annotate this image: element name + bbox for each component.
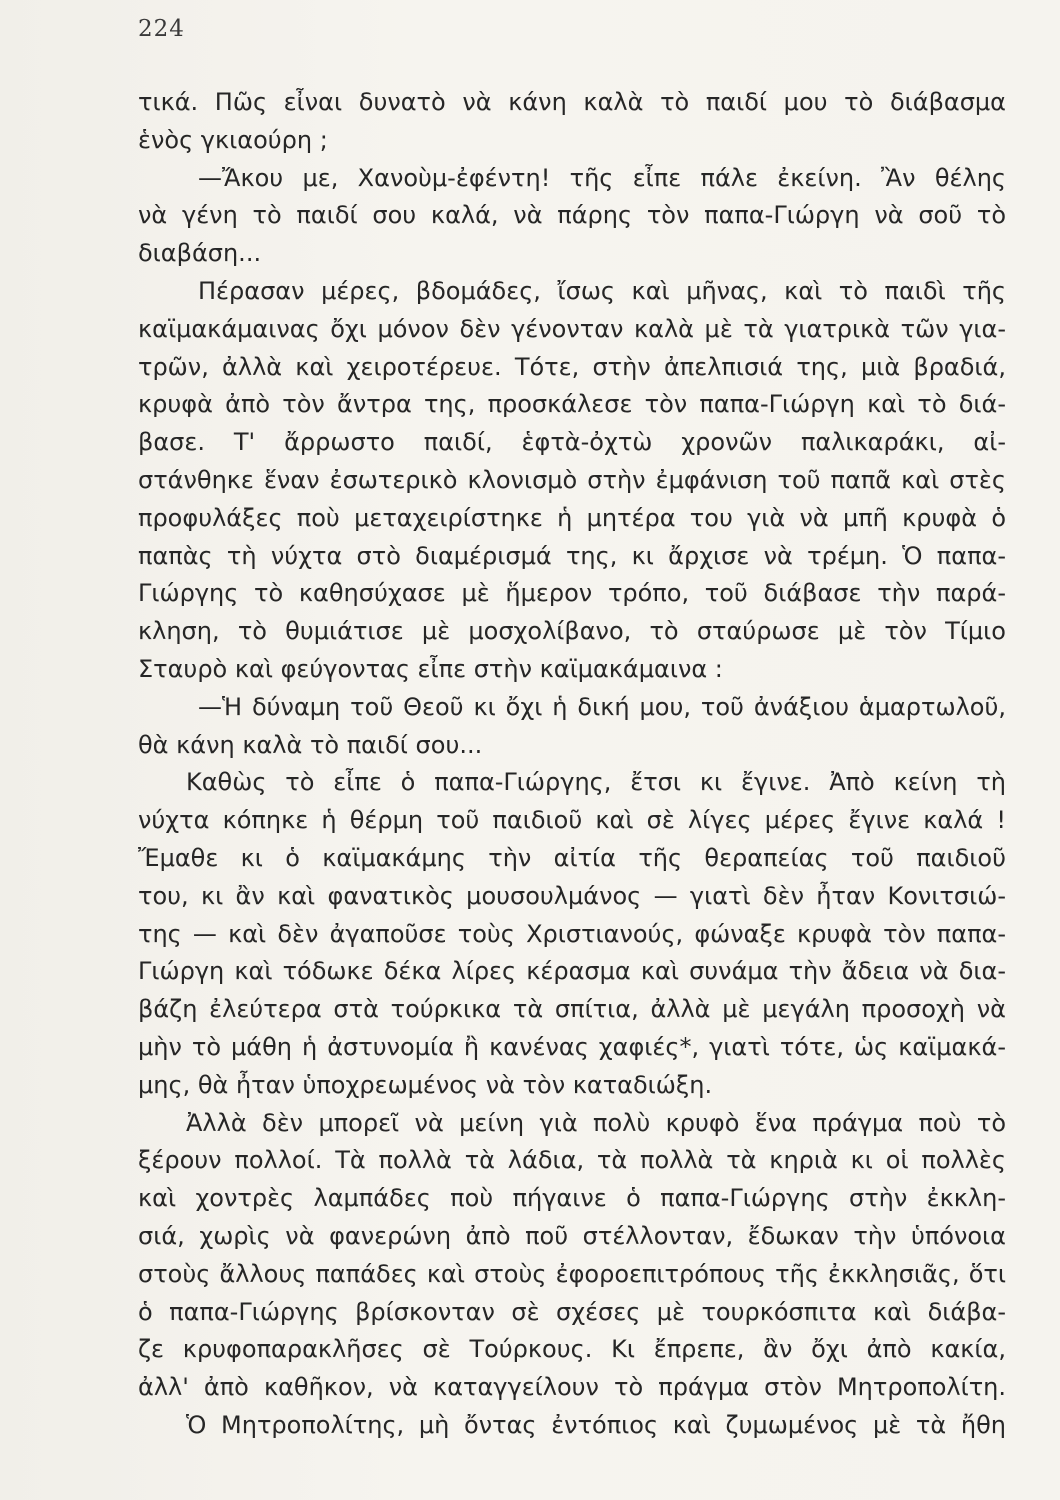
text-line: Καθὼς τὸ εἶπε ὁ παπα-Γιώργης, ἔτσι κι ἔγινε. Ἀπὸ κείνη τὴ: [186, 768, 1006, 797]
text-line: Σταυρὸ καὶ φεύγοντας εἶπε στὴν καϊμακάμαινα :: [138, 654, 723, 683]
text-line: διαβάση...: [138, 239, 262, 268]
text-line: ἑνὸς γκιαούρη ;: [138, 125, 328, 154]
text-line: του, κι ἂν καὶ φανατικὸς μουσουλμάνος — γιατὶ δὲν ἦταν Κονιτσιώ-: [138, 881, 1006, 910]
text-line: βάζη ἐλεύτερα στὰ τούρκικα τὰ σπίτια, ἀλλὰ μὲ μεγάλη προσοχὴ νὰ: [138, 995, 1006, 1024]
text-line: ὁ παπα-Γιώργης βρίσκονταν σὲ σχέσες μὲ τουρκόσπιτα καὶ διάβα-: [138, 1297, 1006, 1326]
text-line: νύχτα κόπηκε ἡ θέρμη τοῦ παιδιοῦ καὶ σὲ λίγες μέρες ἔγινε καλά !: [138, 806, 1006, 835]
text-line: στάνθηκε ἕναν ἐσωτερικὸ κλονισμὸ στὴν ἐμφάνιση τοῦ παπᾶ καὶ στὲς: [138, 465, 1006, 494]
text-line: —Ἡ δύναμη τοῦ Θεοῦ κι ὄχι ἡ δική μου, τοῦ ἀνάξιου ἁμαρτωλοῦ,: [198, 692, 1006, 721]
text-line: θὰ κάνη καλὰ τὸ παιδί σου...: [138, 730, 483, 759]
text-line: παπὰς τὴ νύχτα στὸ διαμέρισμά της, κι ἄρχισε νὰ τρέμη. Ὁ παπα-: [138, 541, 1006, 570]
text-line: τρῶν, ἀλλὰ καὶ χειροτέρευε. Τότε, στὴν ἀπελπισιά της, μιὰ βραδιά,: [138, 352, 1006, 381]
text-line: στοὺς ἄλλους παπάδες καὶ στοὺς ἐφοροεπιτρόπους τῆς ἐκκλησιᾶς, ὅτι: [138, 1259, 1006, 1288]
text-line: Ἀλλὰ δὲν μπορεῖ νὰ μείνη γιὰ πολὺ κρυφὸ ἕνα πράγμα ποὺ τὸ: [186, 1108, 1006, 1137]
text-line: Γιώργη καὶ τόδωκε δέκα λίρες κέρασμα καὶ συνάμα τὴν ἄδεια νὰ δια-: [138, 957, 1006, 986]
text-line: κληση, τὸ θυμιάτισε μὲ μοσχολίβανο, τὸ σταύρωσε μὲ τὸν Τίμιο: [138, 617, 1006, 646]
text-line: βασε. Τ' ἄρρωστο παιδί, ἑφτὰ-ὀχτὼ χρονῶν παλικαράκι, αἰ-: [138, 428, 1006, 457]
text-line: καϊμακάμαινας ὄχι μόνον δὲν γένονταν καλὰ μὲ τὰ γιατρικὰ τῶν για-: [138, 314, 1006, 343]
text-line: ἀλλ' ἀπὸ καθῆκον, νὰ καταγγείλουν τὸ πράγμα στὸν Μητροπολίτη.: [138, 1373, 1006, 1402]
text-line: Ὁ Μητροπολίτης, μὴ ὄντας ἐντόπιος καὶ ζυμωμένος μὲ τὰ ἤθη: [186, 1410, 1006, 1439]
text-line: της — καὶ δὲν ἀγαποῦσε τοὺς Χριστιανούς, φώναξε κρυφὰ τὸν παπα-: [138, 919, 1006, 948]
text-line: ξέρουν πολλοί. Τὰ πολλὰ τὰ λάδια, τὰ πολλὰ τὰ κηριὰ κι οἱ πολλὲς: [138, 1146, 1006, 1175]
text-line: ζε κρυφοπαρακλῆσες σὲ Τούρκους. Κι ἔπρεπε, ἂν ὄχι ἀπὸ κακία,: [138, 1335, 1006, 1364]
text-line: τικά. Πῶς εἶναι δυνατὸ νὰ κάνη καλὰ τὸ παιδί μου τὸ διάβασμα: [138, 88, 1006, 116]
text-line: Ἔμαθε κι ὁ καϊμακάμης τὴν αἰτία τῆς θεραπείας τοῦ παιδιοῦ: [138, 843, 1006, 872]
text-line: Πέρασαν μέρες, βδομάδες, ἴσως καὶ μῆνας, καὶ τὸ παιδὶ τῆς: [198, 276, 1006, 305]
text-line: προφυλάξες ποὺ μεταχειρίστηκε ἡ μητέρα του γιὰ νὰ μπῆ κρυφὰ ὁ: [138, 503, 1006, 532]
text-line: Γιώργης τὸ καθησύχασε μὲ ἥμερον τρόπο, τοῦ διάβασε τὴν παρά-: [138, 579, 1006, 608]
text-line: μὴν τὸ μάθη ἡ ἀστυνομία ἢ κανένας χαφιές*, γιατὶ τότε, ὡς καϊμακά-: [138, 1032, 1006, 1061]
text-line: κρυφὰ ἀπὸ τὸν ἄντρα της, προσκάλεσε τὸν παπα-Γιώργη καὶ τὸ διά-: [138, 390, 1006, 419]
text-line: μης, θὰ ἦταν ὑποχρεωμένος νὰ τὸν καταδιώξη.: [138, 1070, 713, 1099]
page-number: 224: [138, 16, 185, 42]
text-line: σιά, χωρὶς νὰ φανερώνη ἀπὸ ποῦ στέλλονταν, ἔδωκαν τὴν ὑπόνοια: [138, 1221, 1006, 1250]
body-text: [138, 84, 1006, 1445]
text-line: —Ἄκου με, Χανοὺμ-ἐφέντη! τῆς εἶπε πάλε ἐκείνη. Ἂν θέλης: [198, 163, 1006, 192]
text-line: νὰ γένη τὸ παιδί σου καλά, νὰ πάρης τὸν παπα-Γιώργη νὰ σοῦ τὸ: [138, 201, 1006, 230]
text-line: καὶ χοντρὲς λαμπάδες ποὺ πήγαινε ὁ παπα-Γιώργης στὴν ἐκκλη-: [138, 1184, 1006, 1213]
